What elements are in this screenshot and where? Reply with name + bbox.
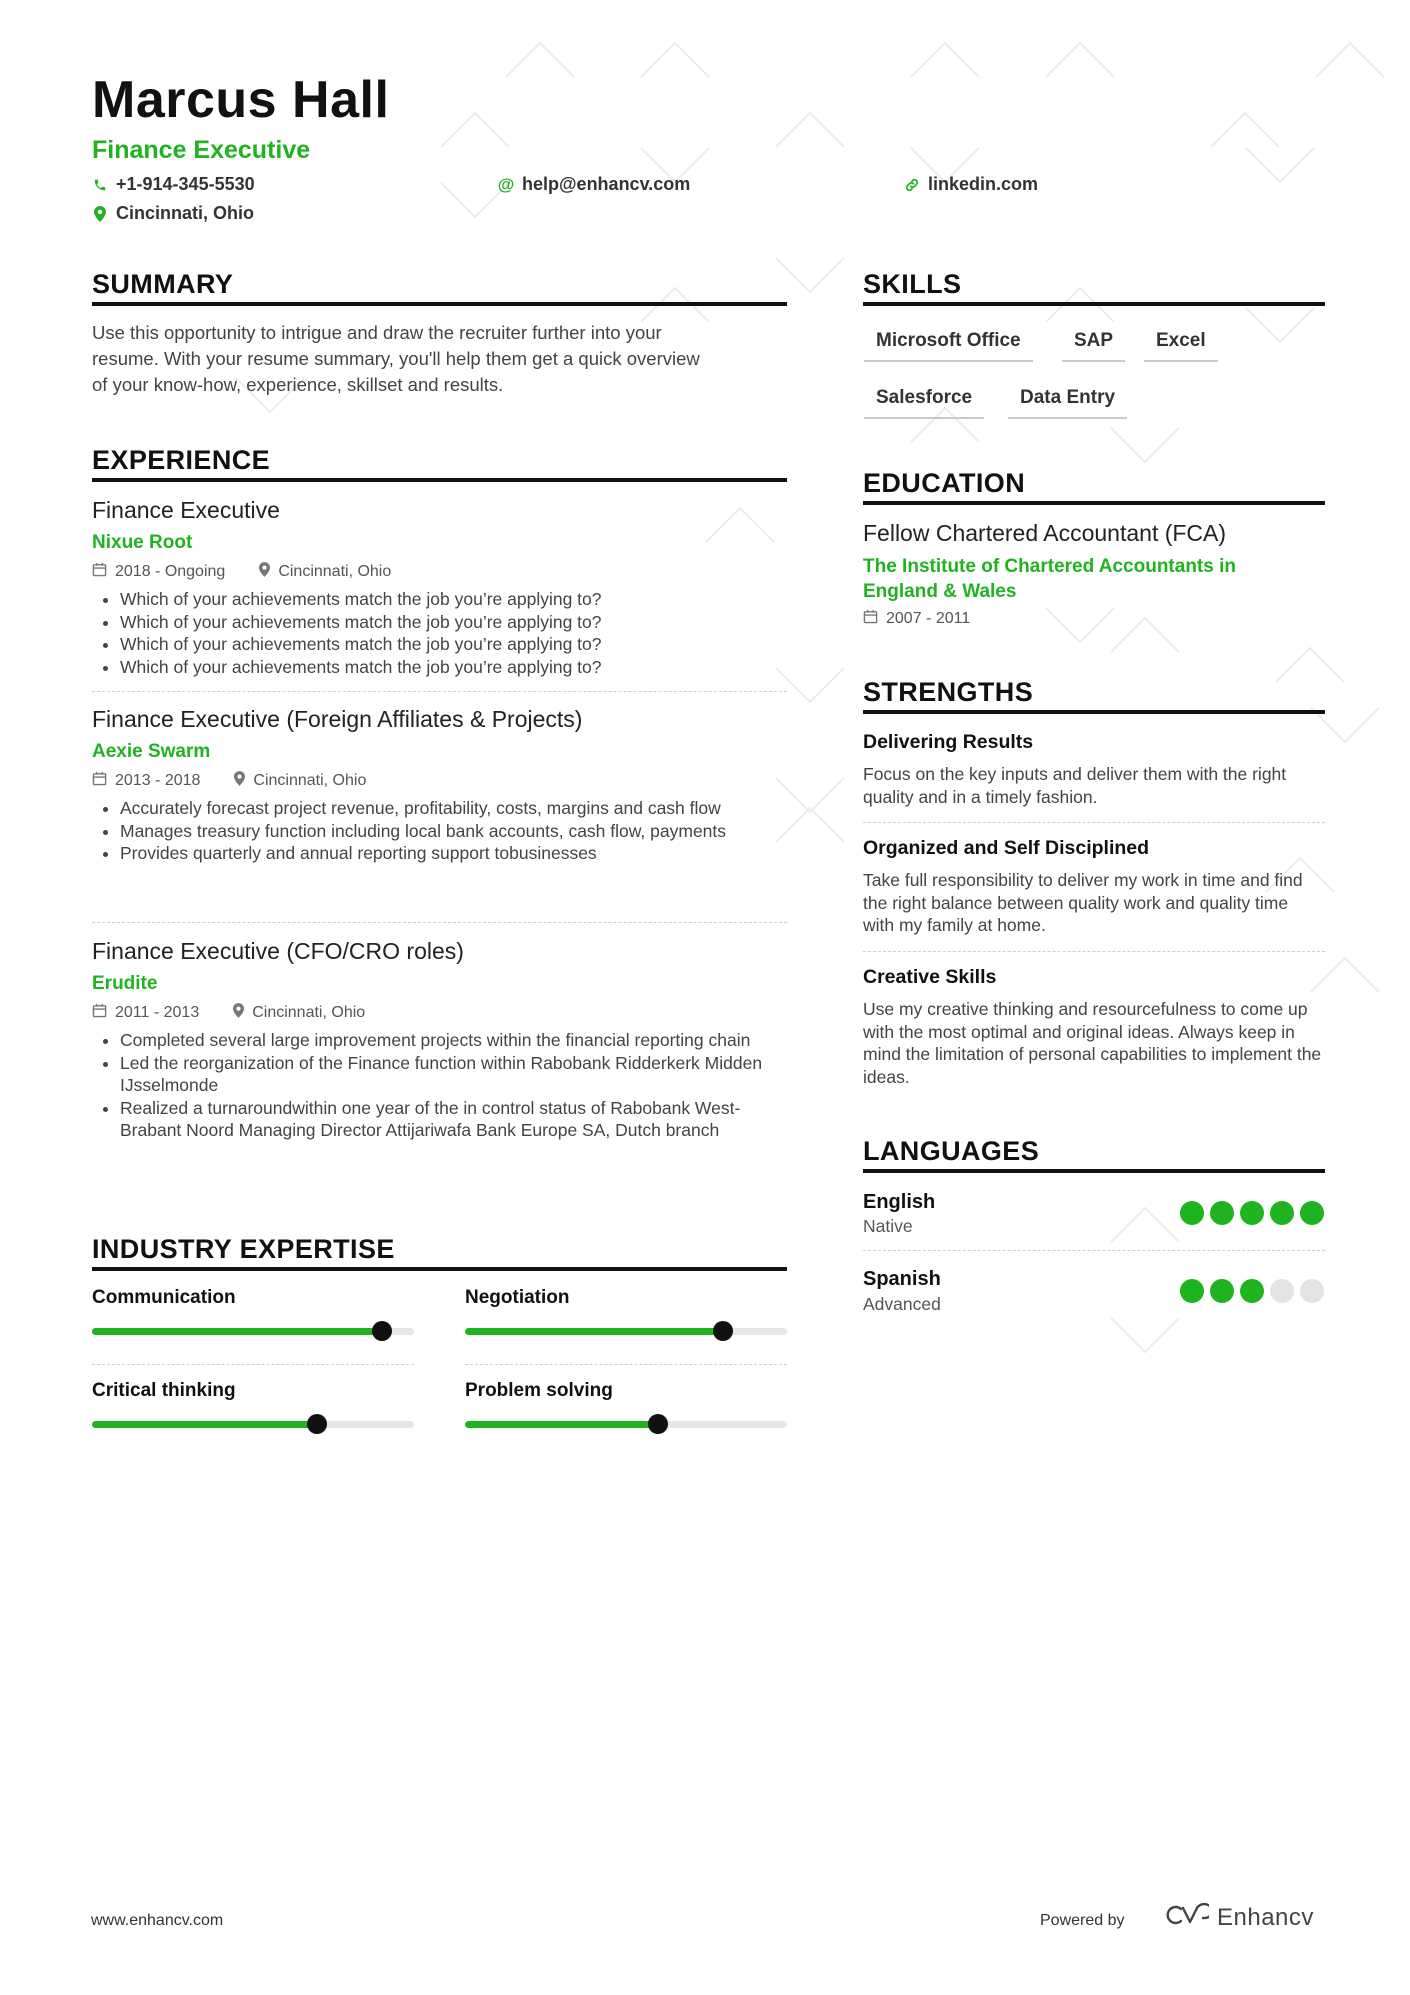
location-pin-icon xyxy=(259,562,270,581)
language-dots xyxy=(1180,1201,1324,1225)
location-pin-icon xyxy=(234,771,245,790)
summary-text xyxy=(92,320,792,398)
phone-icon xyxy=(92,178,108,192)
summary-line: resume. With your resume summary, you'll help them get a quick overview xyxy=(92,348,700,369)
job-dates: 2018 - Ongoing xyxy=(115,562,226,580)
skill-tag: Microsoft Office xyxy=(864,330,1033,362)
candidate-role: Finance Executive xyxy=(92,136,311,164)
language-dots xyxy=(1180,1279,1324,1303)
calendar-icon xyxy=(863,609,878,628)
contact-location xyxy=(92,203,254,224)
divider xyxy=(465,1364,787,1365)
language-dot-filled xyxy=(1180,1201,1204,1225)
job-bullet: • Provides quarterly and annual reporting support tobusinesses xyxy=(120,842,800,865)
job-title: Finance Executive (Foreign Affiliates & Projects) xyxy=(92,706,583,732)
job-company: Aexie Swarm xyxy=(92,741,211,762)
summary-title: SUMMARY xyxy=(92,269,787,306)
expertise-bar-knob xyxy=(648,1414,668,1434)
job-dates: 2011 - 2013 xyxy=(115,1003,200,1021)
divider xyxy=(92,922,787,923)
job-meta xyxy=(92,771,366,790)
expertise-bar-knob xyxy=(713,1321,733,1341)
job-bullet: • Led the reorganization of the Finance function within Rabobank Ridderkerk Midden IJsselmonde xyxy=(120,1052,800,1097)
language-dot-empty xyxy=(1270,1279,1294,1303)
strength-title: Creative Skills xyxy=(863,966,997,988)
skill-tag: Excel xyxy=(1144,330,1218,362)
expertise-label: Critical thinking xyxy=(92,1380,236,1401)
job-meta xyxy=(92,562,391,581)
language-level: Native xyxy=(863,1216,913,1236)
job-bullet: • Which of your achievements match the job you’re applying to? xyxy=(120,656,800,679)
job-company: Erudite xyxy=(92,973,158,994)
job-title: Finance Executive xyxy=(92,497,280,523)
divider xyxy=(863,951,1325,952)
job-bullet: • Accurately forecast project revenue, profitability, costs, margins and cash flow xyxy=(120,797,800,820)
candidate-name: Marcus Hall xyxy=(92,71,390,129)
expertise-label: Negotiation xyxy=(465,1287,570,1308)
strength-title: Delivering Results xyxy=(863,731,1034,753)
expertise-label: Communication xyxy=(92,1287,236,1308)
experience-title: EXPERIENCE xyxy=(92,445,787,482)
skills-title: SKILLS xyxy=(863,269,1325,306)
contact-email[interactable] xyxy=(498,174,690,195)
job-bullets xyxy=(92,588,800,678)
job-bullet: • Which of your achievements match the job you’re applying to? xyxy=(120,633,800,656)
enhancv-logo[interactable] xyxy=(1163,1902,1314,1933)
calendar-icon xyxy=(92,771,107,790)
expertise-label: Problem solving xyxy=(465,1380,613,1401)
expertise-bar xyxy=(465,1328,787,1335)
skill-tag: SAP xyxy=(1062,330,1125,362)
skill-tag: Salesforce xyxy=(864,387,984,419)
footer-website[interactable]: www.enhancv.com xyxy=(91,1912,224,1929)
calendar-icon xyxy=(92,1003,107,1022)
link-icon xyxy=(904,177,920,193)
job-bullet: • Which of your achievements match the job you’re applying to? xyxy=(120,588,800,611)
education-dates: 2007 - 2011 xyxy=(886,609,971,627)
job-bullets xyxy=(92,1029,800,1142)
expertise-bar-fill xyxy=(92,1421,317,1428)
calendar-icon xyxy=(92,562,107,581)
strengths-title: STRENGTHS xyxy=(863,677,1325,714)
language-dot-filled xyxy=(1270,1201,1294,1225)
email-text: help@enhancv.com xyxy=(522,174,691,194)
expertise-bar-fill xyxy=(92,1328,382,1335)
job-company: Nixue Root xyxy=(92,532,193,553)
contact-phone[interactable] xyxy=(92,174,255,195)
job-bullet: • Which of your achievements match the job you’re applying to? xyxy=(120,611,800,634)
job-bullet: • Manages treasury function including local bank accounts, cash flow, payments xyxy=(120,820,800,843)
languages-title: LANGUAGES xyxy=(863,1136,1325,1173)
footer-powered-by: Powered by xyxy=(1040,1912,1125,1929)
location-text: Cincinnati, Ohio xyxy=(116,203,254,223)
contact-linkedin[interactable] xyxy=(904,174,1038,195)
language-dot-filled xyxy=(1240,1201,1264,1225)
enhancv-logo-icon xyxy=(1163,1902,1209,1933)
language-dot-empty xyxy=(1300,1279,1324,1303)
expertise-bar-fill xyxy=(465,1328,723,1335)
job-location: Cincinnati, Ohio xyxy=(253,771,367,789)
education-title: EDUCATION xyxy=(863,468,1325,505)
expertise-bar-knob xyxy=(372,1321,392,1341)
language-dot-filled xyxy=(1210,1201,1234,1225)
strength-desc: Take full responsibility to deliver my work in time and find the right balance between quality work and quality time with my family at home. xyxy=(863,870,1303,935)
summary-line: Use this opportunity to intrigue and draw the recruiter further into your xyxy=(92,322,662,343)
language-dot-filled xyxy=(1210,1279,1234,1303)
enhancv-brand-text: Enhancv xyxy=(1217,1903,1314,1931)
divider xyxy=(863,822,1325,823)
divider xyxy=(92,1364,414,1365)
job-location: Cincinnati, Ohio xyxy=(252,1003,366,1021)
divider xyxy=(92,691,787,692)
education-degree: Fellow Chartered Accountant (FCA) xyxy=(863,520,1227,546)
job-dates: 2013 - 2018 xyxy=(115,771,201,789)
summary-line: of your know-how, experience, skillset and results. xyxy=(92,374,504,395)
job-title: Finance Executive (CFO/CRO roles) xyxy=(92,938,464,964)
strength-title: Organized and Self Disciplined xyxy=(863,837,1150,859)
language-dot-filled xyxy=(1300,1201,1324,1225)
phone-text: +1-914-345-5530 xyxy=(116,174,255,194)
industry-title: INDUSTRY EXPERTISE xyxy=(92,1234,787,1271)
location-pin-icon xyxy=(92,206,108,222)
expertise-bar xyxy=(92,1421,414,1428)
location-pin-icon xyxy=(233,1003,244,1022)
language-dot-filled xyxy=(1180,1279,1204,1303)
job-bullets xyxy=(92,797,800,865)
language-dot-filled xyxy=(1240,1279,1264,1303)
job-meta xyxy=(92,1003,365,1022)
linkedin-text: linkedin.com xyxy=(928,174,1039,194)
job-bullet: • Realized a turnaroundwithin one year of the in control status of Rabobank West-Brabant Noord Managing Director Attijariwafa Bank Europe SA, Dutch branch xyxy=(120,1097,800,1142)
language-name: English xyxy=(863,1191,936,1213)
job-bullet: • Completed several large improvement projects within the financial reporting chain xyxy=(120,1029,800,1052)
strength-desc: Use my creative thinking and resourcefulness to come up with the most optimal and original ideas. Always keep in mind the limitation of personal capabilities to implement the ideas. xyxy=(863,999,1322,1087)
job-location: Cincinnati, Ohio xyxy=(278,562,392,580)
divider xyxy=(863,1250,1325,1251)
strength-desc: Focus on the key inputs and deliver them with the right quality and in a timely fashion. xyxy=(863,764,1287,807)
expertise-bar xyxy=(465,1421,787,1428)
education-school: The Institute of Chartered Accountants in England & Wales xyxy=(863,556,1236,602)
language-name: Spanish xyxy=(863,1268,941,1290)
expertise-bar-knob xyxy=(307,1414,327,1434)
language-level: Advanced xyxy=(863,1294,941,1314)
expertise-bar-fill xyxy=(465,1421,658,1428)
skill-tag: Data Entry xyxy=(1008,387,1127,419)
at-icon: @ xyxy=(497,174,515,194)
education-meta xyxy=(863,609,970,628)
expertise-bar xyxy=(92,1328,414,1335)
